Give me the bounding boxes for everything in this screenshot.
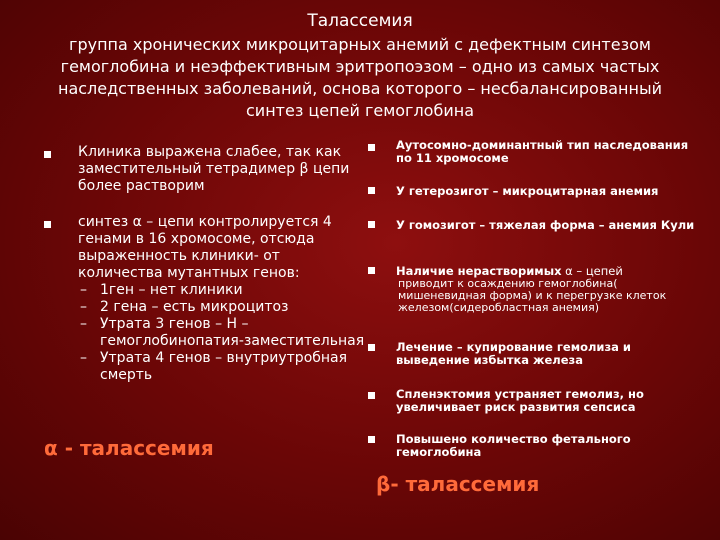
right-item-4-sub: приводит к осаждению гемоглобина( мишеневидная форма) и к перегрузке клеток железом(сидеробластная анемия): [398, 277, 667, 314]
bullet-icon: [368, 392, 375, 399]
slide-subtitle: группа хронических микроцитарных анемий с дефектным синтезом гемоглобина и неэффективным эритропоэзом – одно из самых частых наследственных заболеваний, основа которого – несбалансированный синтез цепей гемоглобина: [57, 35, 663, 120]
right-item-6: Спленэктомия устраняет гемолиз, но увеличивает риск развития сепсиса: [396, 387, 644, 414]
bullet-icon: [368, 144, 375, 151]
bullet-icon: [368, 267, 375, 274]
list-item: – 1ген – нет клиники: [80, 282, 243, 298]
slide-title: Талассемия: [307, 11, 413, 31]
list-item: – Утрата 4 генов – внутриутробная смерть: [80, 350, 348, 383]
left-item-2-text: синтез α – цепи контролируется 4 генами в 16 хромосоме, отсюда выраженность клиники- от количества мутантных генов:: [78, 214, 332, 281]
left-sublist: [78, 282, 368, 384]
right-item-7: Повышено количество фетального гемоглобина: [396, 432, 631, 459]
left-item-2: [78, 214, 368, 384]
left-item-1: Клиника выражена слабее, так как заместительный тетрадимер β цепи более растворим: [78, 144, 350, 194]
right-item-3: У гомозигот – тяжелая форма – анемия Кули: [396, 218, 695, 232]
beta-thalassemia-label: β- талассемия: [376, 472, 540, 496]
list-item: – 2 гена – есть микроцитоз: [80, 299, 289, 315]
list-item: – Утрата 3 генов – Н – гемоглобинопатия-заместительная: [80, 316, 365, 349]
bullet-icon: [44, 221, 51, 228]
bullet-icon: [368, 221, 375, 228]
right-item-5: Лечение – купирование гемолиза и выведение избытка железа: [396, 340, 631, 367]
right-item-1: Аутосомно-доминантный тип наследования по 11 хромосоме: [396, 138, 689, 165]
bullet-icon: [368, 436, 375, 443]
bullet-icon: [368, 187, 375, 194]
bullet-icon: [44, 151, 51, 158]
right-item-2: У гетерозигот – микроцитарная анемия: [396, 184, 659, 198]
right-item-4: Наличие нерастворимых α – цепей приводит к осаждению гемоглобина( мишеневидная форма) и к перегрузке клеток железом(сидеробластная анемия): [396, 265, 696, 314]
bullet-icon: [368, 344, 375, 351]
alpha-thalassemia-label: α - талассемия: [44, 436, 214, 460]
